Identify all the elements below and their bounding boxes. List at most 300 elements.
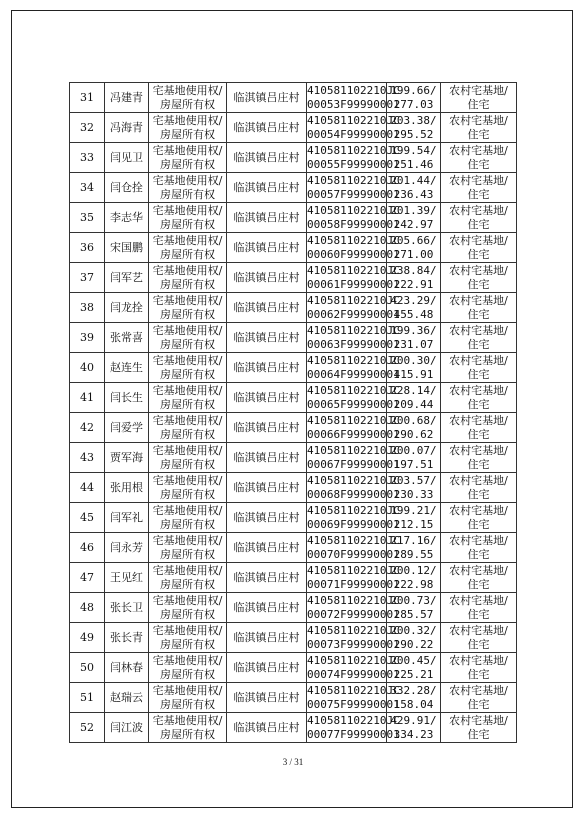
area-cell-line: 295.52: [393, 127, 434, 141]
area-cell: [387, 563, 441, 593]
area-cell: [387, 83, 441, 113]
right-type-cell-line: 房屋所有权: [160, 457, 215, 471]
area-cell-line: 290.62: [393, 427, 434, 441]
parcel-code-cell-line: 00070F99990001: [307, 547, 400, 561]
area-cell-line: 197.51: [393, 457, 434, 471]
row-number-cell: 51: [70, 683, 105, 713]
right-type-cell: [149, 83, 227, 113]
right-type-cell: [149, 683, 227, 713]
location-cell: 临淇镇吕庄村: [227, 233, 307, 263]
table-row: [70, 533, 517, 563]
land-use-cell-line: 住宅: [467, 577, 490, 591]
land-use-cell: [441, 383, 517, 413]
area-cell-line: 271.00: [393, 247, 434, 261]
parcel-code-cell-line: 410581102210JC: [307, 263, 400, 277]
land-use-cell-line: 住宅: [467, 97, 490, 111]
right-type-cell-line: 宅基地使用权/: [152, 203, 223, 217]
owner-name-cell: 闫仓拴: [105, 173, 149, 203]
right-type-cell-line: 房屋所有权: [160, 697, 215, 711]
land-use-cell: [441, 233, 517, 263]
right-type-cell-line: 房屋所有权: [160, 127, 215, 141]
right-type-cell-line: 宅基地使用权/: [152, 233, 223, 247]
area-cell: [387, 293, 441, 323]
row-number-cell: 34: [70, 173, 105, 203]
land-use-cell: [441, 713, 517, 743]
location-cell: 临淇镇吕庄村: [227, 203, 307, 233]
area-cell-line: 455.48: [393, 307, 434, 321]
parcel-code-cell: [307, 233, 400, 263]
parcel-code-cell-line: 410581102210JC: [307, 623, 400, 637]
right-type-cell-line: 宅基地使用权/: [152, 713, 223, 727]
land-use-cell: [441, 503, 517, 533]
area-cell-line: 230.33: [393, 487, 434, 501]
owner-name-cell: 冯海青: [105, 113, 149, 143]
location-cell: 临淇镇吕庄村: [227, 593, 307, 623]
land-use-cell-line: 住宅: [467, 127, 490, 141]
parcel-code-cell: [307, 503, 400, 533]
land-use-cell-line: 住宅: [467, 337, 490, 351]
table-row: [70, 623, 517, 653]
right-type-cell-line: 宅基地使用权/: [152, 293, 223, 307]
area-cell: [387, 623, 441, 653]
row-number-cell: 37: [70, 263, 105, 293]
right-type-cell-line: 房屋所有权: [160, 667, 215, 681]
table-row: [70, 593, 517, 623]
right-type-cell: [149, 623, 227, 653]
table-row: [70, 413, 517, 443]
area-cell-line: 217.16/: [390, 533, 437, 547]
right-type-cell-line: 宅基地使用权/: [152, 443, 223, 457]
land-use-cell-line: 住宅: [467, 697, 490, 711]
parcel-code-cell-line: 410581102210JC: [307, 143, 400, 157]
row-number-cell: 52: [70, 713, 105, 743]
parcel-code-cell-line: 410581102210JC: [307, 383, 400, 397]
table-row: [70, 263, 517, 293]
right-type-cell: [149, 653, 227, 683]
land-use-cell-line: 农村宅基地/: [449, 653, 508, 667]
table-row: [70, 113, 517, 143]
area-cell: [387, 203, 441, 233]
parcel-code-cell: [307, 593, 400, 623]
right-type-cell-line: 宅基地使用权/: [152, 533, 223, 547]
land-use-cell-line: 农村宅基地/: [449, 323, 508, 337]
area-cell: [387, 383, 441, 413]
right-type-cell-line: 房屋所有权: [160, 427, 215, 441]
right-type-cell: [149, 203, 227, 233]
right-type-cell-line: 房屋所有权: [160, 247, 215, 261]
land-use-cell-line: 农村宅基地/: [449, 233, 508, 247]
parcel-code-cell: [307, 113, 400, 143]
land-use-cell-line: 农村宅基地/: [449, 563, 508, 577]
area-cell-line: 429.91/: [390, 713, 437, 727]
parcel-code-cell-line: 410581102210JC: [307, 443, 400, 457]
area-cell: [387, 473, 441, 503]
area-cell: [387, 593, 441, 623]
right-type-cell: [149, 323, 227, 353]
parcel-code-cell: [307, 143, 400, 173]
right-type-cell-line: 房屋所有权: [160, 577, 215, 591]
land-use-cell-line: 农村宅基地/: [449, 173, 508, 187]
table-row: [70, 143, 517, 173]
parcel-code-cell-line: 00053F99990001: [307, 97, 400, 111]
area-cell: [387, 353, 441, 383]
parcel-code-cell-line: 00068F99990001: [307, 487, 400, 501]
land-use-cell: [441, 323, 517, 353]
area-cell: [387, 263, 441, 293]
land-use-cell-line: 农村宅基地/: [449, 203, 508, 217]
area-cell-line: 200.12/: [390, 563, 437, 577]
land-use-cell-line: 住宅: [467, 217, 490, 231]
land-use-cell: [441, 563, 517, 593]
right-type-cell-line: 房屋所有权: [160, 367, 215, 381]
table-row: [70, 443, 517, 473]
right-type-cell-line: 宅基地使用权/: [152, 563, 223, 577]
table-row: [70, 653, 517, 683]
table-row: [70, 293, 517, 323]
parcel-code-cell: [307, 563, 400, 593]
land-use-cell: [441, 623, 517, 653]
area-cell-line: 251.46: [393, 157, 434, 171]
area-cell-line: 285.57: [393, 607, 434, 621]
parcel-code-cell-line: 410581102210JC: [307, 563, 400, 577]
area-cell-line: 423.29/: [390, 293, 437, 307]
location-cell: 临淇镇吕庄村: [227, 323, 307, 353]
parcel-code-cell: [307, 473, 400, 503]
land-use-cell-line: 农村宅基地/: [449, 713, 508, 727]
table-row: [70, 173, 517, 203]
land-use-cell-line: 住宅: [467, 307, 490, 321]
owner-name-cell: 闫军艺: [105, 263, 149, 293]
right-type-cell-line: 宅基地使用权/: [152, 113, 223, 127]
right-type-cell-line: 宅基地使用权/: [152, 383, 223, 397]
right-type-cell-line: 房屋所有权: [160, 487, 215, 501]
land-use-cell: [441, 653, 517, 683]
right-type-cell: [149, 383, 227, 413]
row-number-cell: 38: [70, 293, 105, 323]
owner-name-cell: 张用根: [105, 473, 149, 503]
location-cell: 临淇镇吕庄村: [227, 293, 307, 323]
row-number-cell: 41: [70, 383, 105, 413]
area-cell-line: 289.55: [393, 547, 434, 561]
land-use-cell: [441, 413, 517, 443]
table-row: [70, 503, 517, 533]
row-number-cell: 42: [70, 413, 105, 443]
parcel-code-cell-line: 00060F99990001: [307, 247, 400, 261]
right-type-cell-line: 房屋所有权: [160, 547, 215, 561]
area-cell: [387, 143, 441, 173]
area-cell-line: 242.97: [393, 217, 434, 231]
location-cell: 临淇镇吕庄村: [227, 83, 307, 113]
table-row: [70, 683, 517, 713]
right-type-cell: [149, 173, 227, 203]
parcel-code-cell-line: 410581102210JC: [307, 173, 400, 187]
location-cell: 临淇镇吕庄村: [227, 143, 307, 173]
right-type-cell: [149, 593, 227, 623]
parcel-code-cell-line: 410581102210JC: [307, 293, 400, 307]
parcel-code-cell: [307, 683, 400, 713]
parcel-code-cell-line: 410581102210JC: [307, 503, 400, 517]
parcel-code-cell: [307, 653, 400, 683]
parcel-code-cell-line: 410581102210JC: [307, 413, 400, 427]
table-row: [70, 83, 517, 113]
parcel-code-cell: [307, 293, 400, 323]
area-cell-line: 203.57/: [390, 473, 437, 487]
location-cell: 临淇镇吕庄村: [227, 443, 307, 473]
land-use-cell-line: 住宅: [467, 547, 490, 561]
owner-name-cell: 闫林春: [105, 653, 149, 683]
owner-name-cell: 张长青: [105, 623, 149, 653]
location-cell: 临淇镇吕庄村: [227, 353, 307, 383]
row-number-cell: 48: [70, 593, 105, 623]
parcel-code-cell-line: 410581102210JC: [307, 683, 400, 697]
area-cell: [387, 173, 441, 203]
land-use-cell: [441, 83, 517, 113]
right-type-cell-line: 宅基地使用权/: [152, 503, 223, 517]
property-rights-table: [69, 82, 517, 743]
row-number-cell: 43: [70, 443, 105, 473]
right-type-cell: [149, 233, 227, 263]
parcel-code-cell-line: 00071F99990001: [307, 577, 400, 591]
area-cell: [387, 413, 441, 443]
location-cell: 临淇镇吕庄村: [227, 623, 307, 653]
land-use-cell: [441, 683, 517, 713]
location-cell: 临淇镇吕庄村: [227, 473, 307, 503]
location-cell: 临淇镇吕庄村: [227, 653, 307, 683]
row-number-cell: 32: [70, 113, 105, 143]
land-use-cell-line: 农村宅基地/: [449, 353, 508, 367]
area-cell: [387, 113, 441, 143]
right-type-cell: [149, 473, 227, 503]
owner-name-cell: 张常喜: [105, 323, 149, 353]
land-use-cell-line: 住宅: [467, 247, 490, 261]
owner-name-cell: 闫军礼: [105, 503, 149, 533]
parcel-code-cell-line: 00065F99990001: [307, 397, 400, 411]
right-type-cell-line: 宅基地使用权/: [152, 143, 223, 157]
owner-name-cell: 赵瑞云: [105, 683, 149, 713]
right-type-cell: [149, 533, 227, 563]
right-type-cell: [149, 353, 227, 383]
right-type-cell-line: 房屋所有权: [160, 97, 215, 111]
owner-name-cell: 闫永芳: [105, 533, 149, 563]
area-cell: [387, 653, 441, 683]
land-use-cell-line: 农村宅基地/: [449, 623, 508, 637]
area-cell-line: 203.38/: [390, 113, 437, 127]
parcel-code-cell-line: 410581102210JC: [307, 353, 400, 367]
land-use-cell-line: 住宅: [467, 457, 490, 471]
right-type-cell-line: 宅基地使用权/: [152, 473, 223, 487]
land-use-cell: [441, 263, 517, 293]
right-type-cell-line: 房屋所有权: [160, 637, 215, 651]
right-type-cell: [149, 293, 227, 323]
land-use-cell-line: 农村宅基地/: [449, 503, 508, 517]
row-number-cell: 50: [70, 653, 105, 683]
parcel-code-cell-line: 00077F99990001: [307, 727, 400, 741]
right-type-cell: [149, 113, 227, 143]
right-type-cell-line: 房屋所有权: [160, 277, 215, 291]
land-use-cell: [441, 443, 517, 473]
table-row: [70, 473, 517, 503]
land-use-cell: [441, 173, 517, 203]
right-type-cell: [149, 503, 227, 533]
land-use-cell: [441, 353, 517, 383]
right-type-cell-line: 房屋所有权: [160, 157, 215, 171]
right-type-cell-line: 宅基地使用权/: [152, 413, 223, 427]
row-number-cell: 49: [70, 623, 105, 653]
area-cell-line: 200.45/: [390, 653, 437, 667]
right-type-cell-line: 房屋所有权: [160, 187, 215, 201]
row-number-cell: 45: [70, 503, 105, 533]
right-type-cell-line: 宅基地使用权/: [152, 353, 223, 367]
owner-name-cell: 宋国鹏: [105, 233, 149, 263]
right-type-cell-line: 房屋所有权: [160, 727, 215, 741]
land-use-cell-line: 农村宅基地/: [449, 383, 508, 397]
area-cell-line: 238.84/: [390, 263, 437, 277]
parcel-code-cell: [307, 443, 400, 473]
land-use-cell-line: 农村宅基地/: [449, 143, 508, 157]
area-cell: [387, 323, 441, 353]
area-cell-line: 200.32/: [390, 623, 437, 637]
parcel-code-cell-line: 410581102210JC: [307, 533, 400, 547]
land-use-cell: [441, 473, 517, 503]
area-cell-line: 200.73/: [390, 593, 437, 607]
area-cell-line: 236.43: [393, 187, 434, 201]
land-use-cell-line: 农村宅基地/: [449, 473, 508, 487]
parcel-code-cell-line: 00063F99990001: [307, 337, 400, 351]
area-cell: [387, 683, 441, 713]
land-use-cell-line: 农村宅基地/: [449, 443, 508, 457]
table-row: [70, 203, 517, 233]
area-cell-line: 415.91: [393, 367, 434, 381]
parcel-code-cell: [307, 83, 400, 113]
location-cell: 临淇镇吕庄村: [227, 533, 307, 563]
area-cell-line: 200.68/: [390, 413, 437, 427]
right-type-cell: [149, 143, 227, 173]
right-type-cell-line: 宅基地使用权/: [152, 683, 223, 697]
land-use-cell: [441, 143, 517, 173]
parcel-code-cell-line: 00073F99990001: [307, 637, 400, 651]
owner-name-cell: 闫见卫: [105, 143, 149, 173]
area-cell-line: 290.22: [393, 637, 434, 651]
area-cell-line: 212.15: [393, 517, 434, 531]
right-type-cell-line: 房屋所有权: [160, 517, 215, 531]
parcel-code-cell-line: 00054F99990001: [307, 127, 400, 141]
land-use-cell-line: 住宅: [467, 427, 490, 441]
area-cell-line: 199.66/: [390, 83, 437, 97]
land-use-cell-line: 住宅: [467, 487, 490, 501]
parcel-code-cell-line: 410581102210JC: [307, 653, 400, 667]
right-type-cell: [149, 563, 227, 593]
area-cell-line: 332.28/: [390, 683, 437, 697]
land-use-cell-line: 住宅: [467, 517, 490, 531]
parcel-code-cell: [307, 203, 400, 233]
owner-name-cell: 闫龙拴: [105, 293, 149, 323]
parcel-code-cell: [307, 413, 400, 443]
area-cell: [387, 713, 441, 743]
right-type-cell-line: 宅基地使用权/: [152, 263, 223, 277]
parcel-code-cell-line: 410581102210JC: [307, 593, 400, 607]
location-cell: 临淇镇吕庄村: [227, 383, 307, 413]
area-cell-line: 222.98: [393, 577, 434, 591]
location-cell: 临淇镇吕庄村: [227, 413, 307, 443]
parcel-code-cell-line: 00064F99990001: [307, 367, 400, 381]
area-cell-line: 209.44: [393, 397, 434, 411]
owner-name-cell: 张长卫: [105, 593, 149, 623]
land-use-cell-line: 农村宅基地/: [449, 683, 508, 697]
row-number-cell: 40: [70, 353, 105, 383]
page-number: 3 / 31: [282, 757, 304, 767]
parcel-code-cell: [307, 353, 400, 383]
location-cell: 临淇镇吕庄村: [227, 503, 307, 533]
land-use-cell: [441, 293, 517, 323]
area-cell: [387, 233, 441, 263]
right-type-cell-line: 宅基地使用权/: [152, 623, 223, 637]
parcel-code-cell-line: 410581102210JC: [307, 203, 400, 217]
land-use-cell-line: 农村宅基地/: [449, 293, 508, 307]
right-type-cell-line: 宅基地使用权/: [152, 173, 223, 187]
parcel-code-cell-line: 00058F99990001: [307, 217, 400, 231]
land-use-cell-line: 住宅: [467, 157, 490, 171]
land-use-cell-line: 农村宅基地/: [449, 593, 508, 607]
area-cell-line: 200.07/: [390, 443, 437, 457]
parcel-code-cell-line: 00067F99990001: [307, 457, 400, 471]
parcel-code-cell: [307, 533, 400, 563]
table-row: [70, 713, 517, 743]
owner-name-cell: 赵连生: [105, 353, 149, 383]
parcel-code-cell-line: 410581102210JC: [307, 233, 400, 247]
land-use-cell-line: 住宅: [467, 667, 490, 681]
location-cell: 临淇镇吕庄村: [227, 563, 307, 593]
parcel-code-cell-line: 410581102210JC: [307, 473, 400, 487]
area-cell-line: 158.04: [393, 697, 434, 711]
right-type-cell: [149, 263, 227, 293]
area-cell: [387, 533, 441, 563]
right-type-cell-line: 房屋所有权: [160, 307, 215, 321]
table-row: [70, 563, 517, 593]
owner-name-cell: 闫长生: [105, 383, 149, 413]
right-type-cell-line: 房屋所有权: [160, 397, 215, 411]
land-use-cell-line: 住宅: [467, 607, 490, 621]
area-cell-line: 201.44/: [390, 173, 437, 187]
land-use-cell-line: 住宅: [467, 397, 490, 411]
land-use-cell: [441, 593, 517, 623]
right-type-cell-line: 房屋所有权: [160, 337, 215, 351]
land-use-cell: [441, 113, 517, 143]
right-type-cell-line: 房屋所有权: [160, 217, 215, 231]
parcel-code-cell-line: 410581102210JC: [307, 713, 400, 727]
right-type-cell: [149, 443, 227, 473]
parcel-code-cell: [307, 323, 400, 353]
right-type-cell-line: 房屋所有权: [160, 607, 215, 621]
parcel-code-cell-line: 00055F99990001: [307, 157, 400, 171]
location-cell: 临淇镇吕庄村: [227, 263, 307, 293]
area-cell: [387, 503, 441, 533]
row-number-cell: 36: [70, 233, 105, 263]
parcel-code-cell: [307, 263, 400, 293]
land-use-cell-line: 住宅: [467, 187, 490, 201]
area-cell-line: 199.21/: [390, 503, 437, 517]
area-cell: [387, 443, 441, 473]
owner-name-cell: 闫爱学: [105, 413, 149, 443]
location-cell: 临淇镇吕庄村: [227, 113, 307, 143]
area-cell-line: 201.39/: [390, 203, 437, 217]
table-row: [70, 353, 517, 383]
parcel-code-cell-line: 00061F99990001: [307, 277, 400, 291]
table-row: [70, 323, 517, 353]
location-cell: 临淇镇吕庄村: [227, 713, 307, 743]
right-type-cell: [149, 413, 227, 443]
land-use-cell-line: 住宅: [467, 727, 490, 741]
land-use-cell-line: 农村宅基地/: [449, 533, 508, 547]
